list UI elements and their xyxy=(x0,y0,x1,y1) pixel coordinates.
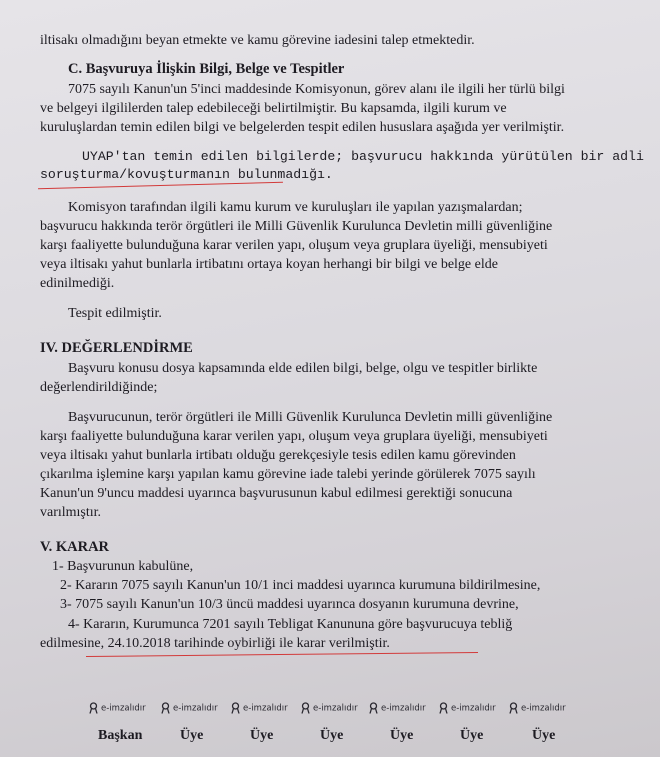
e-signature-stamp-4: e-imzalıdır xyxy=(300,702,358,714)
section-c-para1-line1: 7075 sayılı Kanun'un 5'inci maddesinde Komisyonun, görev alanı ile ilgili her türlü bilgi xyxy=(68,82,565,97)
section-iv-para2-line2: karşı faaliyette bulunduğuna karar verilen yapı, oluşum veya gruplara üyeliği, mensubiyeti xyxy=(40,429,548,444)
signature-ribbon-icon xyxy=(368,702,379,714)
section-iv-heading: IV. DEĞERLENDİRME xyxy=(40,340,193,356)
section-c-para2-line2: başvurucu hakkında terör örgütleri ile Milli Güvenlik Kurulunca Devletin milli güvenliğine xyxy=(40,219,553,234)
e-signature-stamp-6: e-imzalıdır xyxy=(438,702,496,714)
signature-ribbon-icon xyxy=(438,702,449,714)
karar-item-3: 3- 7075 sayılı Kanun'un 10/3 üncü maddesi uyarınca dosyanın kurumuna devrine, xyxy=(60,597,519,612)
karar-item-4: 4- Kararın, Kurumunca 7201 sayılı Tebligat Kanununa göre başvurucuya tebliğ xyxy=(68,617,513,632)
section-c-para1-line2: ve belgeyi ilgililerden talep edebileceği belirtilmiştir. Bu kapsamda, ilgili kurum ve xyxy=(40,101,507,116)
uyap-line1: UYAP'tan temin edilen bilgilerde; başvurucu hakkında yürütülen bir adli xyxy=(82,149,644,164)
section-iv-para2-line1: Başvurucunun, terör örgütleri ile Milli Güvenlik Kurulunca Devletin milli güvenliğine xyxy=(68,410,553,425)
karar-item-1: 1- Başvurunun kabulüne, xyxy=(52,559,194,574)
signatory-role-uye-5: Üye xyxy=(460,728,484,743)
uyap-line2: soruşturma/kovuşturmanın bulunmadığı. xyxy=(40,167,333,182)
section-c-para2-line4: veya iltisakı yahut bunlarla irtibatını ortaya koyan herhangi bir bilgi ve belge elde xyxy=(40,257,498,272)
section-iv-para2-line3: veya iltisakı yahut bunlarla irtibatı olduğu gerekçesiyle tesis edilen kamu görevinden xyxy=(40,448,516,463)
section-c-para2-line5: edinilmediği. xyxy=(40,276,115,291)
signatory-role-uye-6: Üye xyxy=(532,728,556,743)
section-iv-para2-line5: Kanun'un 9'uncu maddesi uyarınca başvurusunun kabul edilmesi gerektiği sonucuna xyxy=(40,486,513,501)
section-iv-para2-line4: çıkarılma işlemine karşı yapılan kamu görevine iade talebi yerinde görülerek 7075 sayılı xyxy=(40,467,536,482)
signatory-role-uye-1: Üye xyxy=(180,728,204,743)
karar-last-line: edilmesine, 24.10.2018 tarihinde oybirliği ile karar verilmiştir. xyxy=(40,636,390,651)
e-signature-stamp-2: e-imzalıdır xyxy=(160,702,218,714)
section-iv-para1-line2: değerlendirildiğinde; xyxy=(40,380,158,395)
tespit-line: Tespit edilmiştir. xyxy=(68,306,162,321)
section-c-para1-line3: kuruluşlardan temin edilen bilgi ve belgelerden tespit edilen hususlara aşağıda yer verilmiştir. xyxy=(40,120,565,135)
signatory-role-uye-3: Üye xyxy=(320,728,344,743)
red-underline-karar xyxy=(86,652,478,657)
e-signature-stamp-5: e-imzalıdır xyxy=(368,702,426,714)
section-iv-para2-line6: varılmıştır. xyxy=(40,505,102,520)
e-signature-stamp-7: e-imzalıdır xyxy=(508,702,566,714)
signatory-role-uye-2: Üye xyxy=(250,728,274,743)
signature-ribbon-icon xyxy=(508,702,519,714)
section-iv-para1-line1: Başvuru konusu dosya kapsamında elde edilen bilgi, belge, olgu ve tespitler birlikte xyxy=(68,361,538,376)
intro-line: iltisakı olmadığını beyan etmekte ve kamu görevine iadesini talep etmektedir. xyxy=(40,33,475,48)
signature-ribbon-icon xyxy=(300,702,311,714)
karar-item-2: 2- Kararın 7075 sayılı Kanun'un 10/1 inci maddesi uyarınca kurumuna bildirilmesine, xyxy=(60,578,541,593)
section-c-para2-line3: karşı faaliyette bulunduğuna karar verilen yapı, oluşum veya gruplara üyeliği, mensubiyeti xyxy=(40,238,548,253)
signatory-role-baskan: Başkan xyxy=(98,728,143,743)
section-v-heading: V. KARAR xyxy=(40,539,110,555)
section-c-heading: C. Başvuruya İlişkin Bilgi, Belge ve Tespitler xyxy=(68,61,345,77)
signature-ribbon-icon xyxy=(88,702,99,714)
signature-ribbon-icon xyxy=(160,702,171,714)
e-signature-stamp-1: e-imzalıdır xyxy=(88,702,146,714)
e-signature-stamp-3: e-imzalıdır xyxy=(230,702,288,714)
section-c-para2-line1: Komisyon tarafından ilgili kamu kurum ve kuruluşları ile yapılan yazışmalardan; xyxy=(68,200,523,215)
signatory-role-uye-4: Üye xyxy=(390,728,414,743)
signature-ribbon-icon xyxy=(230,702,241,714)
